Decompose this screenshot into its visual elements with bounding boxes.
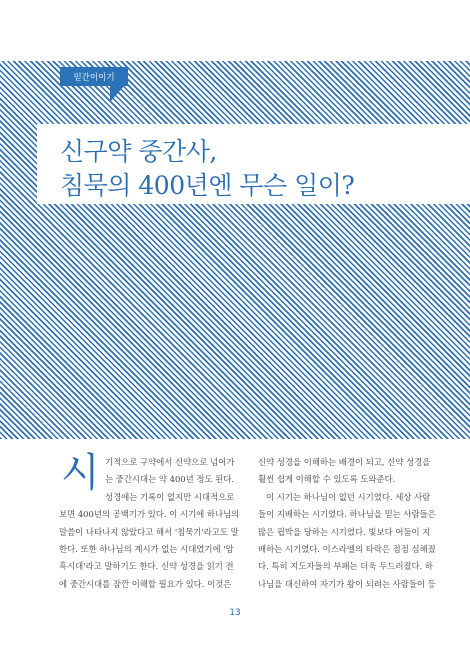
article-title-line-1: 신구약 중간사, [60,137,217,166]
body-line: 는 중간시대는 약 400년 정도 된다. [105,474,235,485]
body-line: 배하는 시기였다. 이스라엘의 타락은 점점 심해졌 [258,543,436,554]
body-line: 신약 성경을 이해하는 배경이 되고, 신약 성경을 [258,457,431,467]
body-line: 다. 특히 지도자들의 부패는 더욱 두드러졌다. 하 [258,561,434,572]
body-line: 에 중간시대를 잠깐 이해할 필요가 있다. 이것은 [59,578,232,589]
body-line: 성경에는 기록이 없지만 시대적으로 [105,491,235,502]
hatched-background [0,61,470,439]
section-tab-pointer [110,86,124,102]
section-tab-label: 믿간이이기 [73,72,115,83]
body-line: 보면 400년의 공백기가 있다. 이 시기에 하나님의 [59,509,239,520]
body-column-left [59,450,239,593]
drop-cap: 시 [61,450,100,496]
body-line: 훨씬 쉽게 이해할 수 있도록 도와준다. [258,474,396,485]
body-line: 많은 핍박을 당하는 시기였다. 빛보다 어둠이 지 [258,526,431,537]
body-line: 흑시대'라고 말하기도 한다. 신약 성경을 읽기 전 [59,561,234,572]
body-line: 들이 지배하는 시기였다. 하나님을 믿는 사람들은 [258,509,436,520]
article-title-line-2: 침묵의 400년엔 무슨 일이? [60,171,355,200]
body-line: 말씀이 나타나지 않았다고 해서 '침묵기'라고도 말 [59,526,239,537]
body-line: 기적으로 구약에서 신약으로 넘어가 [105,457,235,467]
body-line: 한다. 또한 하나님의 계시가 없는 시대였기에 '암 [59,543,234,554]
body-line: 이 시기는 하나님이 없던 시기였다. 세상 사람 [266,491,431,502]
section-tab [60,67,128,86]
body-line: 나님을 대신하여 자기가 왕이 되려는 사람들이 등 [258,578,436,589]
body-column-right [258,454,438,593]
page-number: 13 [229,608,241,618]
